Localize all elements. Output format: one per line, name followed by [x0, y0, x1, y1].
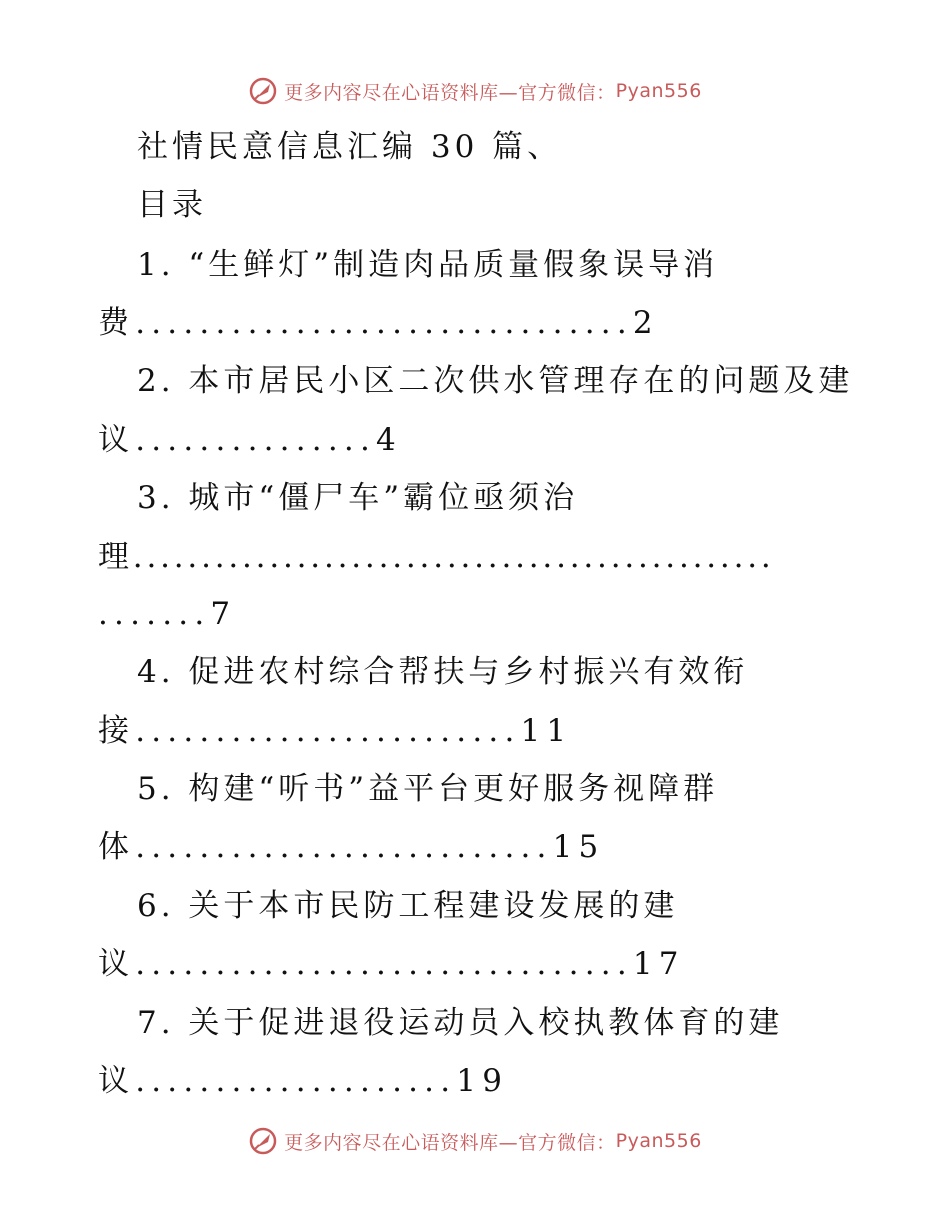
toc-entry-4-page: 接........................11	[98, 713, 573, 749]
toc-entry-3-title: 3. 城市“僵尸车”霸位亟须治	[137, 480, 579, 516]
document-title: 社情民意信息汇编 30 篇、	[137, 129, 563, 165]
quill-logo-icon	[248, 76, 278, 106]
toc-entry-7-page: 议....................19	[98, 1063, 509, 1099]
toc-entry-7-title: 7. 关于促进退役运动员入校执教体育的建	[137, 1005, 784, 1041]
toc-entry-6-title: 6. 关于本市民防工程建设发展的建	[137, 888, 679, 924]
quill-logo-icon	[248, 1126, 278, 1156]
toc-entry-3-leader: 理...............................................	[98, 539, 775, 575]
watermark-wechat-id: Pyan556	[615, 1130, 702, 1152]
toc-heading: 目录	[137, 187, 207, 223]
watermark-footer	[0, 1121, 950, 1161]
watermark-header	[0, 71, 950, 111]
toc-entry-5-page: 体..........................15	[98, 829, 605, 865]
toc-entry-1-title: 1. “生鲜灯”制造肉品质量假象误导消	[137, 247, 719, 283]
toc-entry-1-page: 费...............................2	[98, 305, 659, 341]
watermark-text: 更多内容尽在心语资料库—官方微信：	[284, 81, 616, 104]
toc-entry-2-title: 2. 本市居民小区二次供水管理存在的问题及建	[137, 363, 854, 399]
watermark-text: 更多内容尽在心语资料库—官方微信：	[284, 1131, 616, 1154]
toc-entry-3-page: .......7	[98, 596, 237, 632]
toc-entry-6-page: 议...............................17	[98, 946, 685, 982]
watermark-wechat-id: Pyan556	[615, 80, 702, 102]
toc-entry-2-page: 议...............4	[98, 422, 402, 458]
toc-entry-4-title: 4. 促进农村综合帮扶与乡村振兴有效衔	[137, 654, 749, 690]
toc-entry-5-title: 5. 构建“听书”益平台更好服务视障群	[137, 771, 719, 807]
